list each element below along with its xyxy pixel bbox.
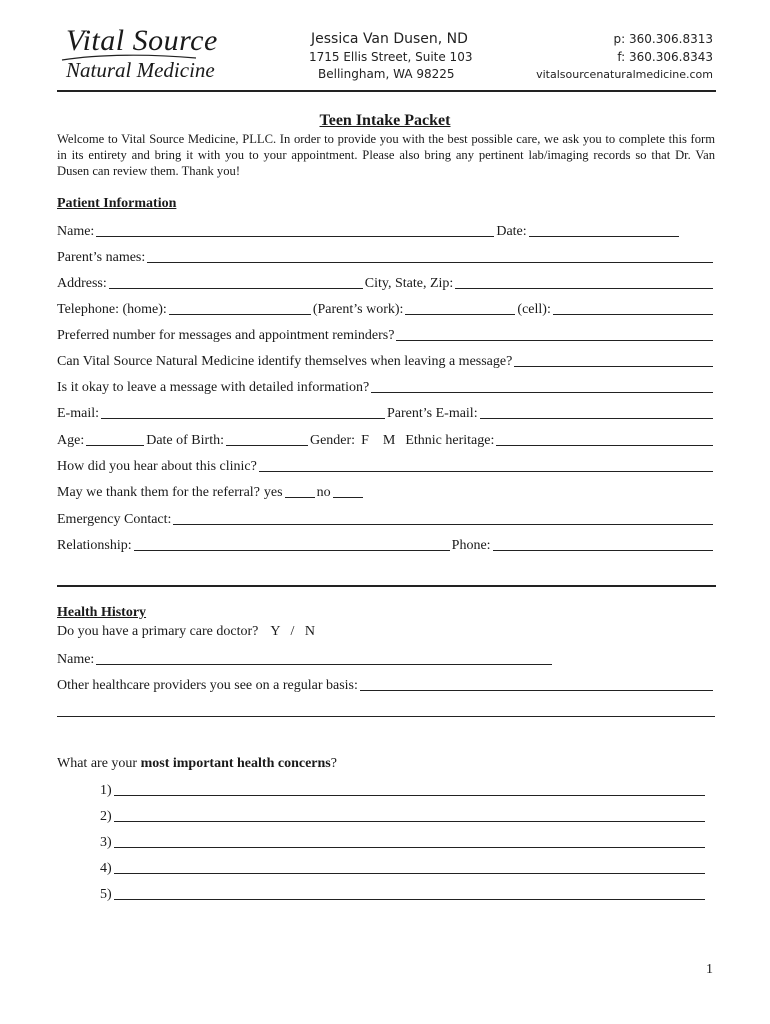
referral-yes-field[interactable] [285,483,315,498]
detailed-message-row [57,376,715,396]
concerns-suffix: ? [330,756,337,771]
emergency-contact-row [57,508,715,528]
section-divider [57,585,716,587]
concern-number-3: 3) [100,835,112,850]
doctor-name: Jessica Van Dusen, ND [311,31,468,47]
referral-no-field[interactable] [333,483,363,498]
primary-care-yes-no[interactable]: Y / N [270,624,315,639]
emergency-phone-field[interactable] [493,536,713,551]
dob-label: Date of Birth: [146,433,224,448]
concern-row-1 [100,779,707,799]
telephone-home-field[interactable] [169,300,311,315]
email-row [57,402,715,422]
logo-text-natural-medicine: Natural Medicine [66,58,215,82]
name-label: Name: [57,224,95,239]
gender-option-m[interactable]: M [382,433,396,448]
preferred-number-row [57,324,715,344]
gender-label: Gender: [309,433,356,448]
other-providers-field[interactable] [360,676,713,691]
referral-yes-label: yes [263,485,283,500]
concern-field-5[interactable] [114,885,705,900]
date-field[interactable] [529,222,679,237]
parents-work-label: (Parent’s work): [312,302,404,317]
primary-care-label: Do you have a primary care doctor? [57,624,259,639]
age-label: Age: [57,433,85,448]
detailed-message-label: Is it okay to leave a message with detailed information? [57,380,370,395]
parents-work-field[interactable] [405,300,515,315]
address-row [57,272,715,292]
gender-option-f[interactable]: F [361,433,369,448]
other-providers-label: Other healthcare providers you see on a regular basis: [57,678,358,693]
clinic-phone: p: 360.306.8313 [613,32,713,46]
detailed-message-field[interactable] [371,378,713,393]
cell-field[interactable] [553,300,713,315]
parents-names-field[interactable] [147,248,713,263]
emergency-phone-label: Phone: [451,538,491,553]
age-field[interactable] [86,431,144,446]
intro-paragraph: Welcome to Vital Source Medicine, PLLC. In order to provide you with the best possible care, we ask you to complete this form in its entirety and bring it with you to your appointment. Please also bring any pertinent lab/imaging records so that Dr. Van Dusen can review them. Thank you! [57,132,715,178]
emergency-contact-field[interactable] [173,510,713,525]
page-number: 1 [706,962,713,977]
ethnic-heritage-label: Ethnic heritage: [405,433,495,448]
date-label: Date: [496,224,527,239]
concern-field-3[interactable] [114,833,705,848]
referral-no-label: no [316,485,331,500]
logo-text-vital-source: Vital Source [66,24,218,57]
referral-thanks-row [57,481,715,501]
concerns-bold-text: most important health concerns [140,756,331,771]
concern-number-1: 1) [100,783,112,798]
concern-row-4 [100,857,707,877]
concern-field-1[interactable] [114,781,705,796]
city-state-zip-label: City, State, Zip: [364,276,454,291]
identify-label: Can Vital Source Natural Medicine identify themselves when leaving a message? [57,354,513,369]
parents-email-field[interactable] [480,404,713,419]
health-concerns-question [57,752,715,772]
concern-row-5 [100,883,707,903]
patient-information-heading: Patient Information [57,196,177,211]
clinic-address-line1: 1715 Ellis Street, Suite 103 [309,50,473,64]
demographics-row [57,429,715,449]
clinic-fax: f: 360.306.8343 [617,50,713,64]
concern-number-4: 4) [100,861,112,876]
email-field[interactable] [101,404,385,419]
hear-about-label: How did you hear about this clinic? [57,459,257,474]
identify-field[interactable] [514,352,713,367]
other-providers-extra-line[interactable] [57,716,715,717]
primary-care-row [57,620,715,640]
primary-care-name-row [57,648,715,668]
concern-number-2: 2) [100,809,112,824]
relationship-label: Relationship: [57,538,132,553]
clinic-address-line2: Bellingham, WA 98225 [318,67,455,81]
primary-care-name-field[interactable] [96,650,552,665]
name-field[interactable] [96,222,494,237]
referral-thanks-label: May we thank them for the referral? [57,485,260,500]
preferred-number-field[interactable] [396,326,713,341]
address-field[interactable] [109,274,363,289]
primary-care-name-label: Name: [57,652,95,667]
relationship-row [57,534,715,554]
health-history-heading: Health History [57,605,147,620]
concern-field-4[interactable] [114,859,705,874]
other-providers-row [57,674,715,694]
page-title: Teen Intake Packet [319,112,451,129]
city-state-zip-field[interactable] [455,274,713,289]
concern-row-2 [100,805,707,825]
concern-field-2[interactable] [114,807,705,822]
dob-field[interactable] [226,431,308,446]
preferred-number-label: Preferred number for messages and appointment reminders? [57,328,395,343]
ethnic-heritage-field[interactable] [496,431,713,446]
concerns-prefix: What are your [57,756,141,771]
concern-number-5: 5) [100,887,112,902]
email-label: E-mail: [57,406,99,421]
telephone-row [57,298,715,318]
address-label: Address: [57,276,107,291]
relationship-field[interactable] [134,536,450,551]
parents-names-label: Parent’s names: [57,250,146,265]
header-divider [57,90,716,92]
telephone-home-label: Telephone: (home): [57,302,167,317]
name-date-row [57,220,715,240]
referral-source-row [57,455,715,475]
parents-email-label: Parent’s E-mail: [387,406,478,421]
cell-label: (cell): [517,302,551,317]
identify-row [57,350,715,370]
parents-names-row [57,246,715,266]
concern-row-3 [100,831,707,851]
hear-about-field[interactable] [259,457,713,472]
clinic-website: vitalsourcenaturalmedicine.com [536,68,713,81]
emergency-contact-label: Emergency Contact: [57,512,172,527]
